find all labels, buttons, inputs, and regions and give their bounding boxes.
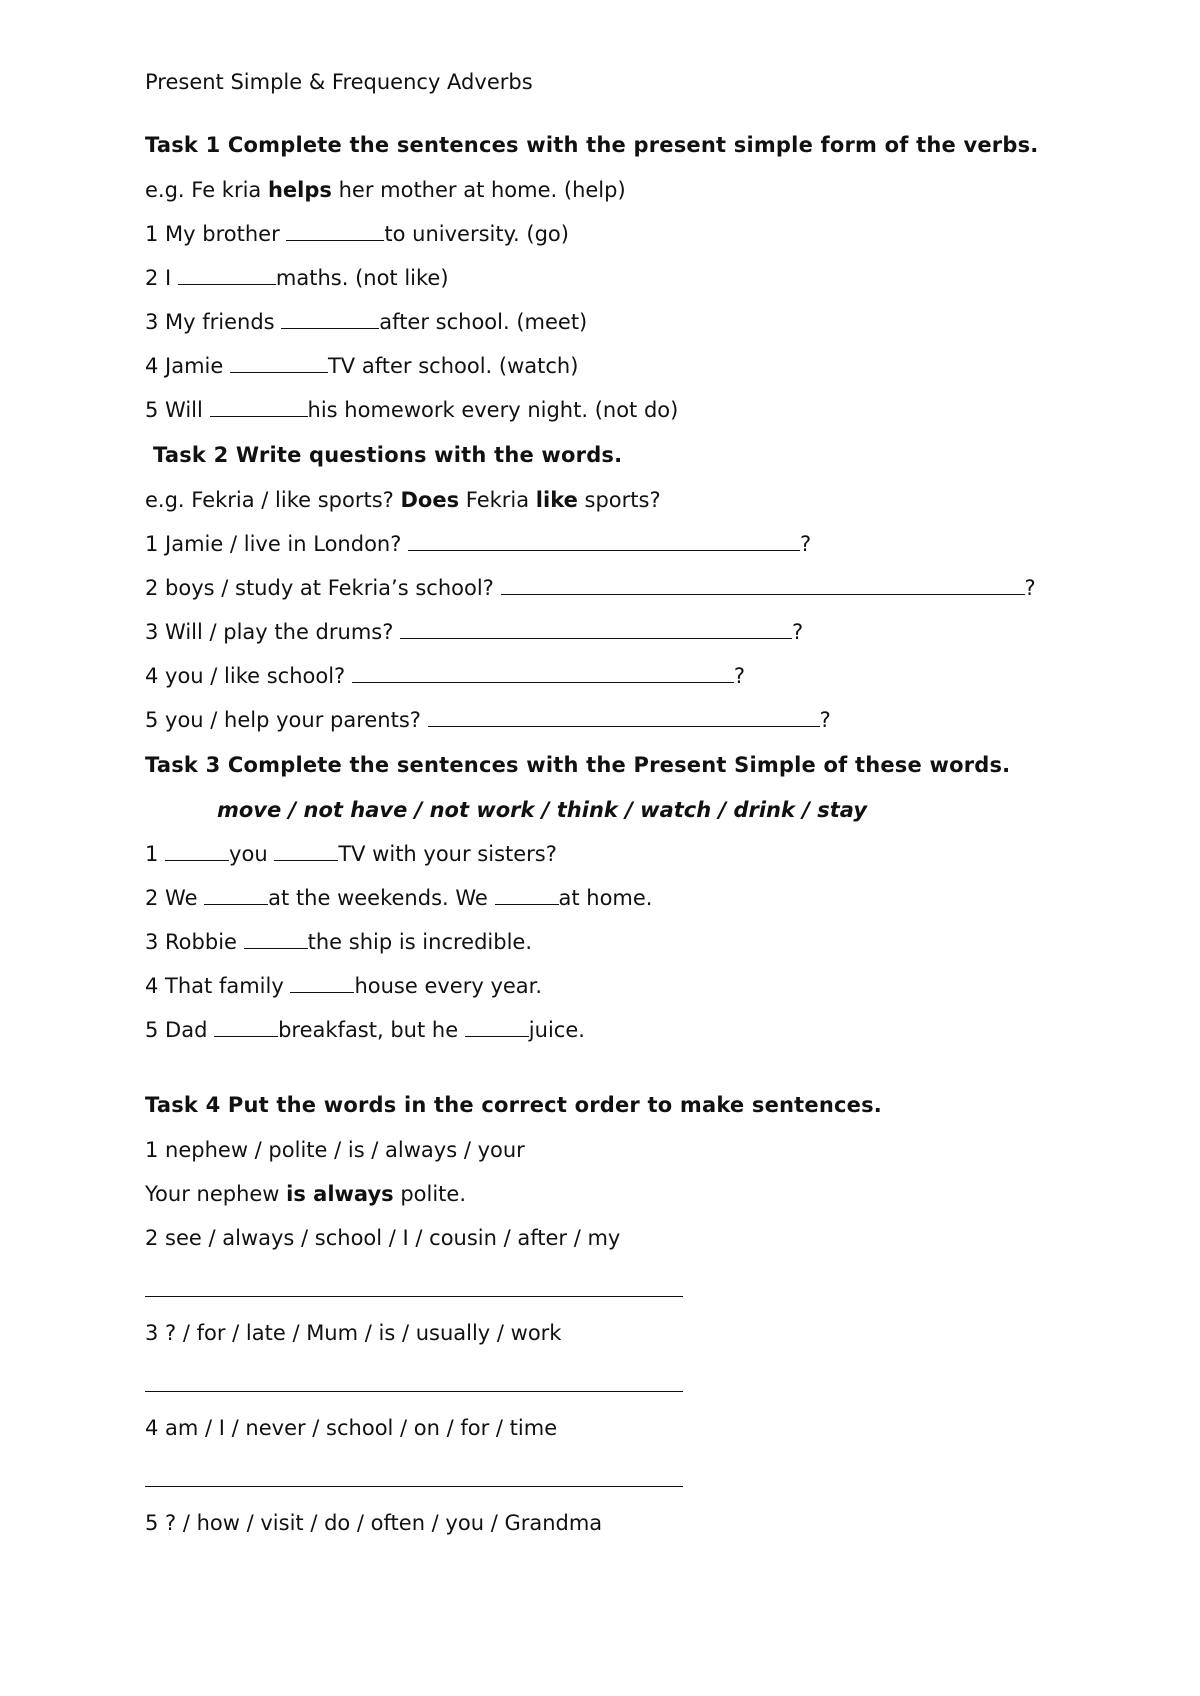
task3-item-5-blank-1[interactable] [214,1016,278,1037]
task3-item-2-part1: 2 We [145,886,205,910]
task3-item-2-part3: at home. [558,886,653,910]
task4-example-answer: is always [286,1182,394,1206]
task1-item-1-before: 1 My brother [145,222,287,246]
answer-spacer [145,1268,1065,1296]
task1-item-1 [145,220,1065,248]
task1-item-5-before: 5 Will [145,398,210,422]
task2-item-1-end: ? [800,532,812,556]
task2-example-bold-like: like [535,488,578,512]
task1-item-3-after: after school. (meet) [379,310,588,334]
task3-item-1-blank-2[interactable] [274,840,338,861]
task2-example-bold-does: Does [400,488,460,512]
task2-heading: Task 2 Write questions with the words. [153,443,623,467]
task4-item-3: 3 ? / for / late / Mum / is / usually / work [145,1321,562,1345]
answer-spacer [145,1458,1065,1486]
task3-item-5-part3: juice. [528,1018,585,1042]
task1-item-2-after: maths. (not like) [275,266,449,290]
task4-example-suffix: polite. [393,1182,467,1206]
task3-item-5-blank-2[interactable] [465,1016,529,1037]
task1-example-suffix: her mother at home. (help) [331,178,626,202]
task3-item-5 [145,1016,1065,1044]
task2-item-4-blank[interactable] [352,662,734,683]
task1-item-1-blank[interactable] [286,220,384,241]
task1-item-4-blank[interactable] [230,352,328,373]
task1-item-5-after: his homework every night. (not do) [307,398,679,422]
task3-item-3-part1: 3 Robbie [145,930,244,954]
task4-example-prefix: Your nephew [145,1182,287,1206]
task3-item-4-blank-1[interactable] [290,972,354,993]
task2-item-3 [145,618,1065,646]
task3-word-bank: move / not have / not work / think / watch / drink / stay [217,798,868,822]
task3-item-1-blank-1[interactable] [165,840,229,861]
task1-item-3 [145,308,1065,336]
task2-item-2-blank[interactable] [501,574,1025,595]
task1-example-prefix: e.g. Fe kria [145,178,268,202]
task3-item-1-part1: 1 [145,842,166,866]
task3-heading: Task 3 Complete the sentences with the Present Simple of these words. [145,753,1011,777]
task4-item-5: 5 ? / how / visit / do / often / you / Grandma [145,1511,603,1535]
task1-item-3-blank[interactable] [281,308,379,329]
task4-item-2-answer-line[interactable] [145,1296,683,1297]
task4-heading: Task 4 Put the words in the correct order to make sentences. [145,1093,882,1117]
task1-item-2-blank[interactable] [178,264,276,285]
task2-item-5-blank[interactable] [428,706,820,727]
task2-item-4 [145,662,1065,690]
task1-item-1-after: to university. (go) [384,222,569,246]
task4-item-4: 4 am / I / never / school / on / for / time [145,1416,558,1440]
task2-item-5 [145,706,1065,734]
task3-item-2-blank-2[interactable] [495,884,559,905]
task2-item-3-blank[interactable] [400,618,792,639]
task2-item-2-prompt: 2 boys / study at Fekria’s school? [145,576,501,600]
task3-item-5-part1: 5 Dad [145,1018,215,1042]
task3-item-1-part3: TV with your sisters? [338,842,557,866]
task2-item-5-prompt: 5 you / help your parents? [145,708,428,732]
task3-item-3-blank-1[interactable] [244,928,308,949]
task2-item-2-end: ? [1024,576,1036,600]
answer-spacer [145,1363,1065,1391]
task1-example-answer: helps [267,178,332,202]
task4-item-1: 1 nephew / polite / is / always / your [145,1138,525,1162]
task4-item-3-answer-line[interactable] [145,1391,683,1392]
task1-item-3-before: 3 My friends [145,310,282,334]
task4-example [145,1180,1065,1208]
task1-item-4 [145,352,1065,380]
task3-item-4-part2: house every year. [354,974,543,998]
task2-item-3-end: ? [792,620,804,644]
task1-heading: Task 1 Complete the sentences with the present simple form of the verbs. [145,133,1039,157]
task3-item-2 [145,884,1065,912]
task3-item-4-part1: 4 That family [145,974,291,998]
task4-item-4-answer-line[interactable] [145,1486,683,1487]
task2-item-2 [145,574,1065,602]
task2-example-suffix: sports? [577,488,661,512]
task1-item-5-blank[interactable] [210,396,308,417]
task2-example-prefix: e.g. Fekria / like sports? [145,488,401,512]
section-spacer [145,1060,1065,1090]
task2-item-1 [145,530,1065,558]
task3-item-2-blank-1[interactable] [204,884,268,905]
task1-item-2 [145,264,1065,292]
task3-item-2-part2: at the weekends. We [268,886,495,910]
task2-item-1-prompt: 1 Jamie / live in London? [145,532,409,556]
task1-item-4-before: 4 Jamie [145,354,230,378]
task2-item-3-prompt: 3 Will / play the drums? [145,620,401,644]
task1-item-5 [145,396,1065,424]
task4-item-2: 2 see / always / school / I / cousin / after / my [145,1226,621,1250]
page-title: Present Simple & Frequency Adverbs [145,70,533,94]
task2-example-middle: Fekria [459,488,536,512]
task3-item-3-part2: the ship is incredible. [307,930,533,954]
task3-item-3 [145,928,1065,956]
task3-item-5-part2: breakfast, but he [278,1018,465,1042]
task3-item-4 [145,972,1065,1000]
task2-item-4-end: ? [733,664,746,688]
task2-item-5-end: ? [819,708,831,732]
task2-example [145,486,1065,514]
task1-item-4-after: TV after school. (watch) [327,354,579,378]
worksheet-content [145,68,1065,1553]
task3-item-1-part2: you [229,842,275,866]
task2-item-4-prompt: 4 you / like school? [145,664,352,688]
task1-item-2-before: 2 I [145,266,178,290]
task1-example [145,176,1065,204]
task2-item-1-blank[interactable] [408,530,800,551]
task3-item-1 [145,840,1065,868]
